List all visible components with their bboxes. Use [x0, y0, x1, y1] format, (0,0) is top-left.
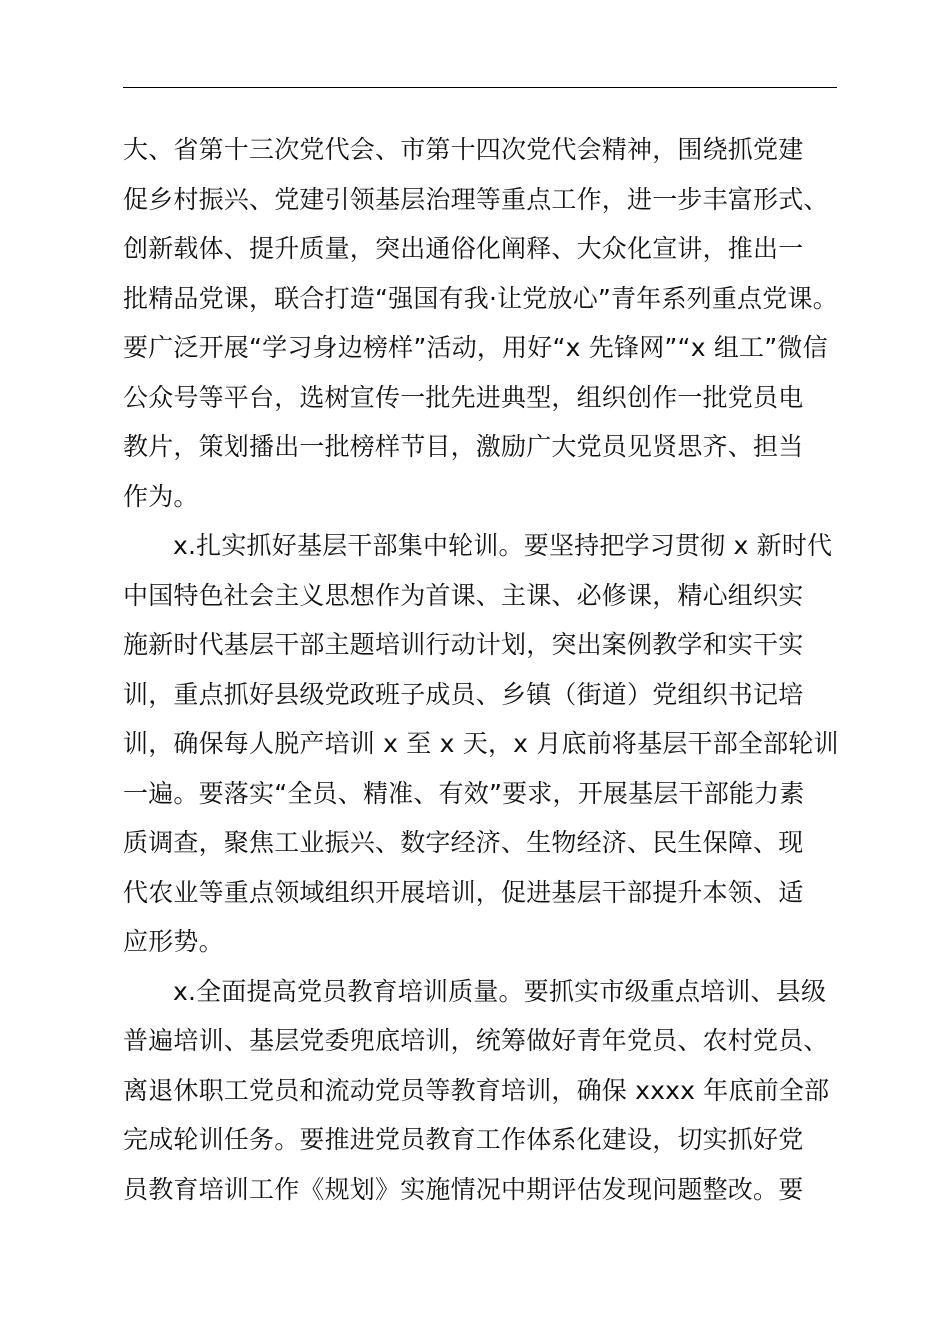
text-line: 要广泛开展“学习身边榜样”活动，用好“x 先锋网”“x 组工”微信: [123, 333, 828, 362]
text-line: 普遍培训、基层党委兜底培训，统筹做好青年党员、农村党员、: [123, 1026, 829, 1055]
text-line: 离退休职工党员和流动党员等教育培训，确保 xxxx 年底前全部: [123, 1075, 830, 1105]
text-line: 中国特色社会主义思想作为首课、主课、必修课，精心组织实: [123, 580, 804, 610]
header-rule: [123, 87, 837, 88]
section-heading-line: x.全面提高党员教育培训质量。要抓实市级重点培训、县级: [173, 976, 827, 1006]
text-line: 作为。: [123, 481, 199, 511]
text-line: 施新时代基层干部主题培训行动计划，突出案例教学和实干实: [123, 630, 804, 659]
text-line: 质调查，聚焦工业振兴、数字经济、生物经济、民生保障、现: [123, 828, 804, 857]
body-text: [123, 125, 843, 1214]
text-line: 促乡村振兴、党建引领基层治理等重点工作，进一步丰富形式、: [123, 184, 829, 214]
text-line: 训，确保每人脱产培训 x 至 x 天，x 月底前将基层干部全部轮训: [123, 729, 839, 758]
text-line: 代农业等重点领域组织开展培训，促进基层干部提升本领、适: [123, 877, 804, 907]
section-heading-line: x.扎实抓好基层干部集中轮训。要坚持把学习贯彻 x 新时代: [173, 531, 833, 560]
text-line: 批精品党课，联合打造“强国有我·让党放心”青年系列重点党课。: [123, 283, 838, 313]
text-line: 公众号等平台，选树宣传一批先进典型，组织创作一批党员电: [123, 382, 804, 412]
text-line: 大、省第十三次党代会、市第十四次党代会精神，围绕抓党建: [123, 135, 804, 164]
text-line: 创新载体、提升质量，突出通俗化阐释、大众化宣讲，推出一: [123, 234, 804, 263]
text-line: 应形势。: [123, 927, 224, 956]
text-line: 训，重点抓好县级党政班子成员、乡镇（街道）党组织书记培: [123, 679, 804, 709]
text-line: 员教育培训工作《规划》实施情况中期评估发现问题整改。要: [123, 1174, 804, 1204]
text-line: 教片，策划播出一批榜样节目，激励广大党员见贤思齐、担当: [123, 432, 804, 461]
text-line: 完成轮训任务。要推进党员教育工作体系化建设，切实抓好党: [123, 1125, 804, 1154]
text-line: 一遍。要落实“全员、精准、有效”要求，开展基层干部能力素: [123, 778, 805, 808]
